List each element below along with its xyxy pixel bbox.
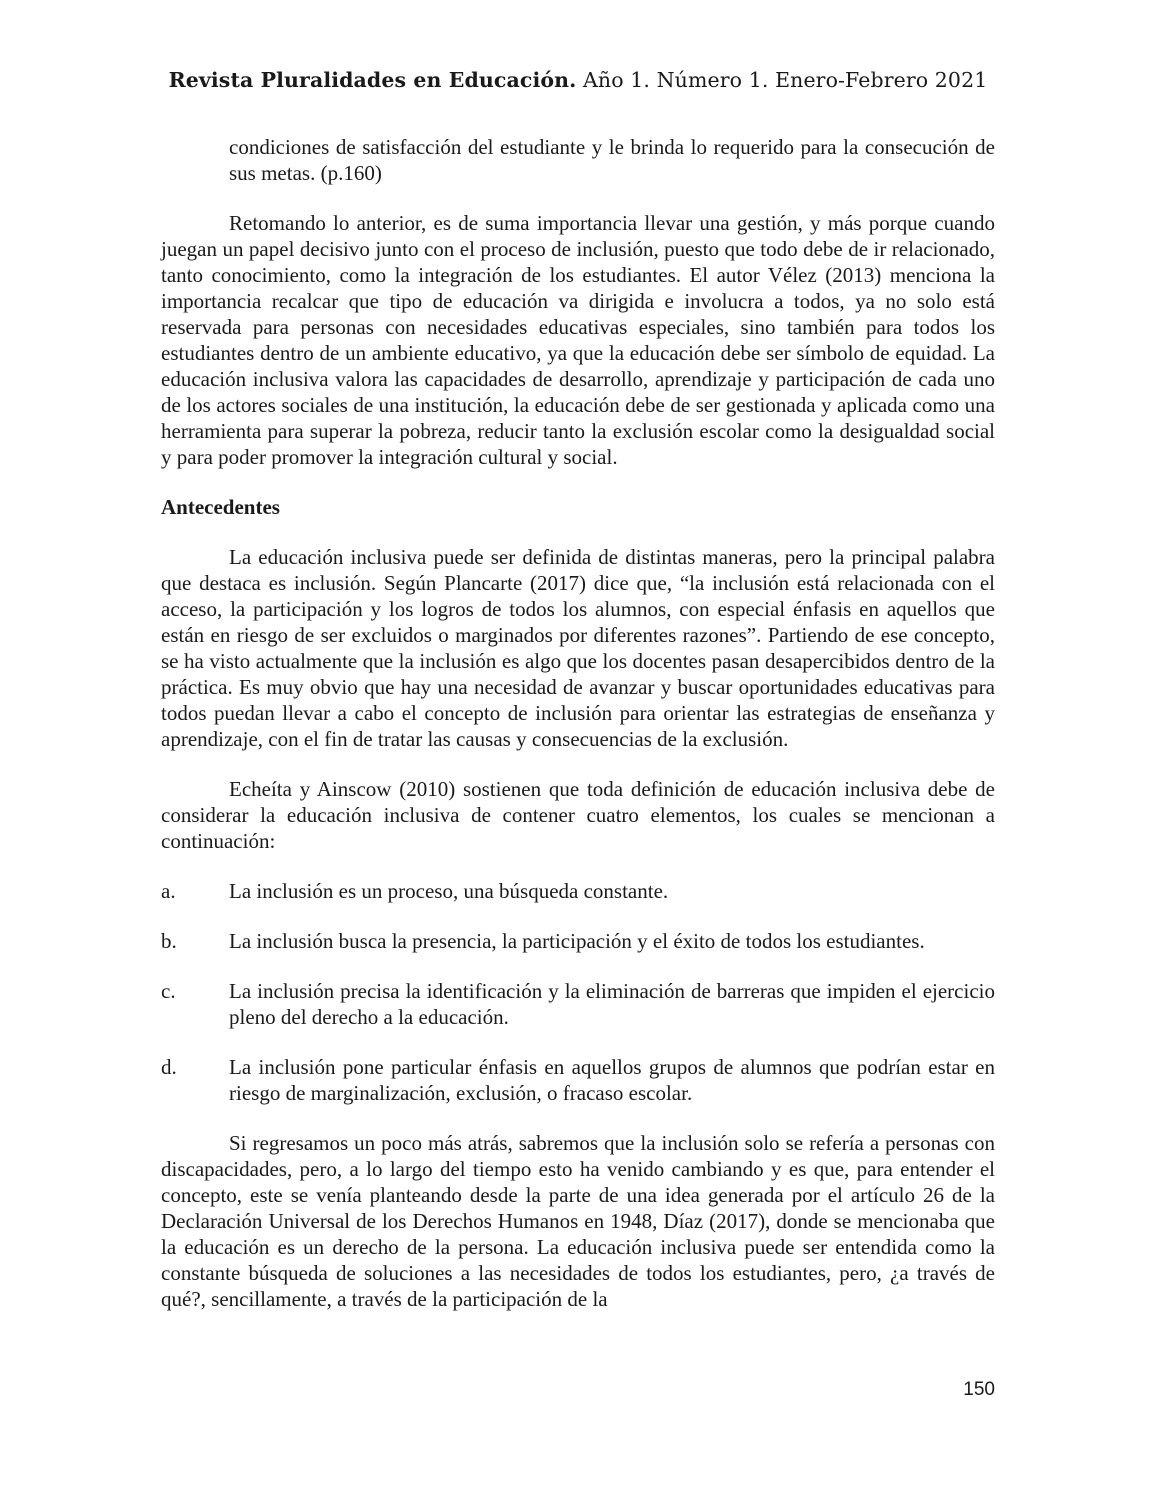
paragraph-definicion: La educación inclusiva puede ser definida de distintas maneras, pero la principal palabra que destaca es inclusión. Según Plancarte (2017) dice que, “la inclusión está relacionada con el acceso, la participación y los logros de todos los alumnos, con especial énfasis en aquellos que están en riesgo de ser excluidos o marginados por diferentes razones”. Partiendo de ese concepto, se ha visto actualmente que la inclusión es algo que los docentes pasan desapercibidos dentro de la práctica. Es muy obvio que hay una necesidad de avanzar y buscar oportunidades educativas para todos puedan llevar a cabo el concepto de inclusión para orientar las estrategias de enseñanza y aprendizaje, con el fin de tratar las causas y consecuencias de la exclusión.: [161, 545, 995, 751]
journal-title: Revista Pluralidades en Educación.: [168, 68, 577, 92]
list-marker: c.: [161, 979, 176, 1003]
list-marker: b.: [161, 929, 177, 953]
list-item: [161, 978, 995, 1030]
paragraph-echeita: Echeíta y Ainscow (2010) sostienen que toda definición de educación inclusiva debe de considerar la educación inclusiva de contener cuatro elementos, los cuales se mencionan a continuación:: [161, 777, 995, 853]
list-item: [161, 928, 995, 954]
list-marker: a.: [161, 879, 176, 903]
list-marker: d.: [161, 1055, 177, 1079]
block-quote-continuation: condiciones de satisfacción del estudiante y le brinda lo requerido para la consecución de sus metas. (p.160): [229, 135, 995, 185]
issue-info: Año 1. Número 1. Enero-Febrero 2021: [576, 68, 988, 92]
paragraph-gestion: Retomando lo anterior, es de suma importancia llevar una gestión, y más porque cuando juegan un papel decisivo junto con el proceso de inclusión, puesto que todo debe de ir relacionado, tanto conocimiento, como la integración de los estudiantes. El autor Vélez (2013) menciona la importancia recalcar que tipo de educación va dirigida e involucra a todos, ya no solo está reservada para personas con necesidades educativas especiales, sino también para todos los estudiantes dentro de un ambiente educativo, ya que la educación debe ser símbolo de equidad. La educación inclusiva valora las capacidades de desarrollo, aprendizaje y participación de cada uno de los actores sociales de una institución, la educación debe de ser gestionada y aplicada como una herramienta para superar la pobreza, reducir tanto la exclusión escolar como la desigualdad social y para poder promover la integración cultural y social.: [161, 211, 995, 469]
running-header: [0, 68, 1156, 92]
paragraph-historia: Si regresamos un poco más atrás, sabremos que la inclusión solo se refería a personas con discapacidades, pero, a lo largo del tiempo esto ha venido cambiando y es que, para entender el concepto, este se venía planteando desde la parte de una idea generada por el artículo 26 de la Declaración Universal de los Derechos Humanos en 1948, Díaz (2017), donde se mencionaba que la educación es un derecho de la persona. La educación inclusiva puede ser entendida como la constante búsqueda de soluciones a las necesidades de todos los estudiantes, pero, ¿a través de qué?, sencillamente, a través de la participación de la: [161, 1131, 995, 1311]
list-item-text: La inclusión busca la presencia, la participación y el éxito de todos los estudiantes.: [229, 929, 925, 953]
list-item: [161, 1054, 995, 1106]
list-item-text: La inclusión pone particular énfasis en aquellos grupos de alumnos que podrían estar en riesgo de marginalización, exclusión, o fracaso escolar.: [229, 1055, 995, 1105]
list-item-text: La inclusión es un proceso, una búsqueda constante.: [229, 879, 669, 903]
section-heading: Antecedentes: [161, 495, 280, 519]
page-body: [161, 134, 995, 1312]
page-number: 150: [963, 1379, 995, 1400]
list-item-text: La inclusión precisa la identificación y la eliminación de barreras que impiden el ejercicio pleno del derecho a la educación.: [229, 979, 995, 1029]
list-item: [161, 878, 995, 904]
